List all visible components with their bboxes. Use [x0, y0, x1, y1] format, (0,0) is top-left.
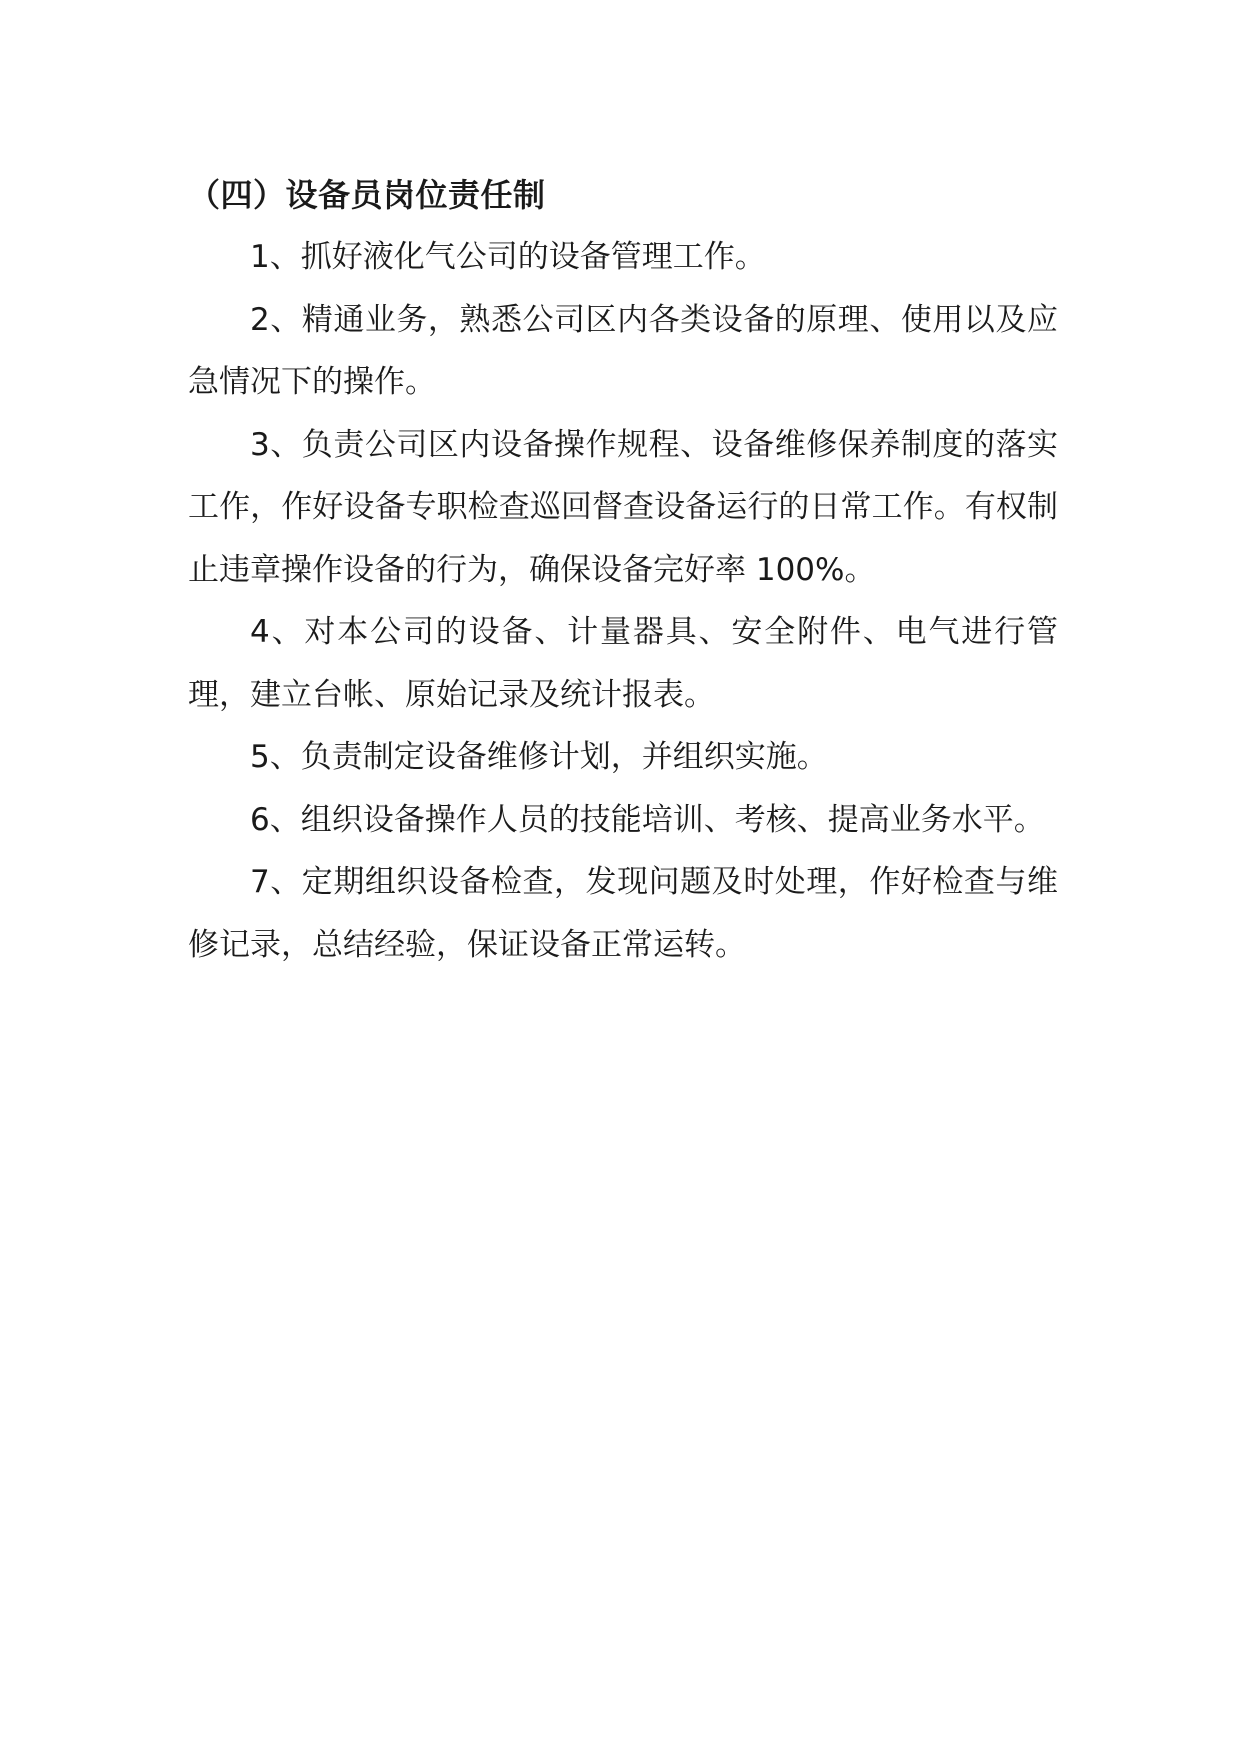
duty-item-2: 2、精通业务，熟悉公司区内各类设备的原理、使用以及应急情况下的操作。 — [188, 301, 1058, 400]
duty-item-4: 4、对本公司的设备、计量器具、安全附件、电气进行管理，建立台帐、原始记录及统计报表。 — [188, 614, 1058, 713]
document-body — [188, 164, 1058, 976]
duty-item-5: 5、负责制定设备维修计划，并组织实施。 — [250, 739, 828, 775]
duty-item-1: 1、抓好液化气公司的设备管理工作。 — [250, 239, 766, 275]
section-heading: （四）设备员岗位责任制 — [188, 176, 546, 214]
duty-item-7: 7、定期组织设备检查，发现问题及时处理，作好检查与维修记录，总结经验，保证设备正常运转。 — [188, 864, 1058, 963]
duty-item-6: 6、组织设备操作人员的技能培训、考核、提高业务水平。 — [250, 801, 1045, 838]
duty-item-3: 3、负责公司区内设备操作规程、设备维修保养制度的落实工作，作好设备专职检查巡回督查设备运行的日常工作。有权制止违章操作设备的行为，确保设备完好率 100%。 — [188, 426, 1058, 588]
